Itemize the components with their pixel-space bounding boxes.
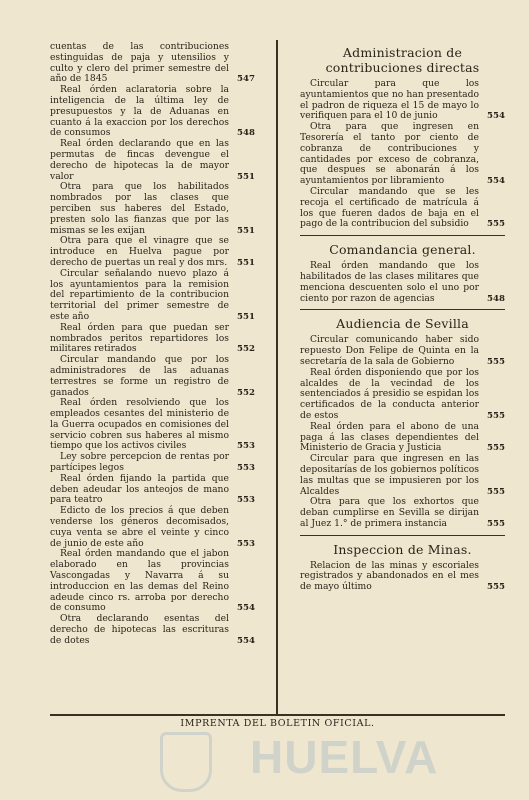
index-entry: Real órden mandando que el jabon elaborado en las provincias Vascongadas y Navarra á su introduccion en las demas del Reino adeude cinco rs. arroba por derecho de consumo 554 bbox=[50, 548, 255, 614]
section-title: Comandancia general. bbox=[329, 242, 476, 258]
index-entry: Real órden disponiendo que por los alcaldes de la vecindad de los sentenciados á presidio se espidan los certificados de la conducta anterior de estos 555 bbox=[300, 366, 505, 421]
index-entry: Real órden para que puedan ser nombrados peritos repartidores los militares retirados 552 bbox=[50, 321, 255, 355]
page-number: 552 bbox=[237, 387, 255, 398]
section-rule bbox=[300, 535, 505, 536]
page-number: 551 bbox=[237, 311, 255, 322]
index-entry: Ley sobre percepcion de rentas por partícipes legos 553 bbox=[50, 451, 255, 474]
page-number: 551 bbox=[237, 171, 255, 182]
page-number: 554 bbox=[487, 111, 505, 122]
index-entry: Real órden para el abono de una paga á las clases dependientes del Ministerio de Gracia y Justicia 555 bbox=[300, 420, 505, 454]
page-number: 555 bbox=[487, 518, 505, 529]
section-title: Inspeccion de Minas. bbox=[333, 541, 472, 557]
index-entry: Otra para que el vinagre que se introduce en Huelva pague por derecho de puertas un real y dos mrs. 551 bbox=[50, 235, 255, 268]
page-number: 552 bbox=[237, 344, 255, 355]
index-entry: Real órden aclaratoria sobre la inteligencia de la última ley de presupuestos y la de Aduanas en cuanto á la exaccion por los derechos de consumos 548 bbox=[50, 84, 255, 139]
page-number: 555 bbox=[487, 410, 505, 421]
index-entry: Real órden fijando la partida que deben adeudar los anteojos de mano para teatro 553 bbox=[50, 472, 255, 506]
page-number: 555 bbox=[487, 582, 505, 593]
left-column bbox=[50, 42, 255, 647]
footer-rule bbox=[50, 714, 505, 716]
index-entry: Edicto de los precios á que deben venderse los géneros decomisados, cuya venta se abre el veinte y cinco de junio de este año 553 bbox=[50, 505, 255, 549]
page-number: 551 bbox=[237, 225, 255, 236]
index-entry: Circular para que ingresen en las depositarías de los gobiernos políticos las multas que se impusieren por los Alcaldes 555 bbox=[300, 453, 505, 497]
page-number: 553 bbox=[237, 441, 255, 452]
page-number: 555 bbox=[487, 219, 505, 230]
section-rule bbox=[300, 235, 505, 236]
page-number: 548 bbox=[487, 293, 505, 304]
column-divider bbox=[276, 40, 278, 715]
page-number: 555 bbox=[487, 486, 505, 497]
index-entry: Real órden declarando que en las permutas de fincas devengue el derecho de hipotecas la de mayor valor 551 bbox=[50, 138, 255, 182]
index-entry: Circular mandando que se les recoja el certificado de matrícula á los que fueren dados de baja en el pago de la contribucion del subsidio 555 bbox=[300, 185, 505, 230]
crest-icon bbox=[160, 732, 212, 792]
printer-footer: IMPRENTA DEL BOLETIN OFICIAL. bbox=[180, 718, 375, 729]
right-column bbox=[300, 42, 505, 593]
index-entry: Otra declarando esentas del derecho de hipotecas las escrituras de dotes 554 bbox=[50, 613, 255, 646]
index-entry: Circular comunicando haber sido repuesto Don Felipe de Quinta en la secretaría de la sala de Gobierno 555 bbox=[300, 334, 505, 367]
index-entry: Circular señalando nuevo plazo á los ayuntamientos para la remision del repartimiento de la contribucion territorial del primer semestre de este año 551 bbox=[50, 267, 255, 322]
watermark-text: HUELVA bbox=[250, 731, 439, 783]
section-title: Administracion de contribuciones directas bbox=[325, 45, 480, 75]
page-number: 551 bbox=[237, 257, 255, 268]
page-number: 554 bbox=[237, 635, 255, 646]
index-entry: Otra para que los exhortos que deban cumplirse en Sevilla se dirijan al Juez 1.° de primera instancia 555 bbox=[300, 496, 505, 529]
page-number: 554 bbox=[487, 176, 505, 187]
index-entry: Real órden resolviendo que los empleados cesantes del ministerio de la Guerra ocupados en comisiones del servicio cobren sus haberes al mismo tiempo que los activos civiles 553 bbox=[50, 397, 255, 452]
page-number: 553 bbox=[237, 463, 255, 474]
index-entry: cuentas de las contribuciones estinguidas de paja y utensilios y culto y clero del primer semestre del año de 1845 547 bbox=[50, 41, 255, 85]
page-number: 555 bbox=[487, 443, 505, 454]
index-entry: Otra para que ingresen en Tesorería el tanto por ciento de cobranza de contribuciones y cantidades por exceso de cobranza, que despues se abonarán á los ayuntamientos por libramiento 554 bbox=[300, 121, 505, 187]
index-entry: Real órden mandando que los habilitados de las clases militares que menciona descuenten solo el uno por ciento por razon de agencias 548 bbox=[300, 260, 505, 304]
index-entry: Relacion de las minas y escoriales registrados y abandonados en el mes de mayo último 555 bbox=[300, 559, 505, 593]
page-number: 554 bbox=[237, 603, 255, 614]
index-entry: Circular mandando que por los administradores de las aduanas terrestres se forme un registro de ganados 552 bbox=[50, 354, 255, 398]
page-number: 547 bbox=[237, 74, 255, 85]
index-entry: Circular para que los ayuntamientos que no han presentado el padron de riqueza el 15 de mayo lo verifiquen para el 10 de junio 554 bbox=[300, 78, 505, 122]
section-title: Audiencia de Sevilla bbox=[336, 316, 469, 332]
page-number: 553 bbox=[237, 538, 255, 549]
page-number: 555 bbox=[487, 356, 505, 367]
page-number: 548 bbox=[237, 128, 255, 139]
index-entry: Otra para que los habilitados nombrados por las clases que perciben sus haberes del Estado, presten solo las fianzas que por las mismas se les exijan 551 bbox=[50, 181, 255, 236]
archive-watermark bbox=[140, 730, 500, 790]
page-number: 553 bbox=[237, 495, 255, 506]
section-rule bbox=[300, 309, 505, 310]
